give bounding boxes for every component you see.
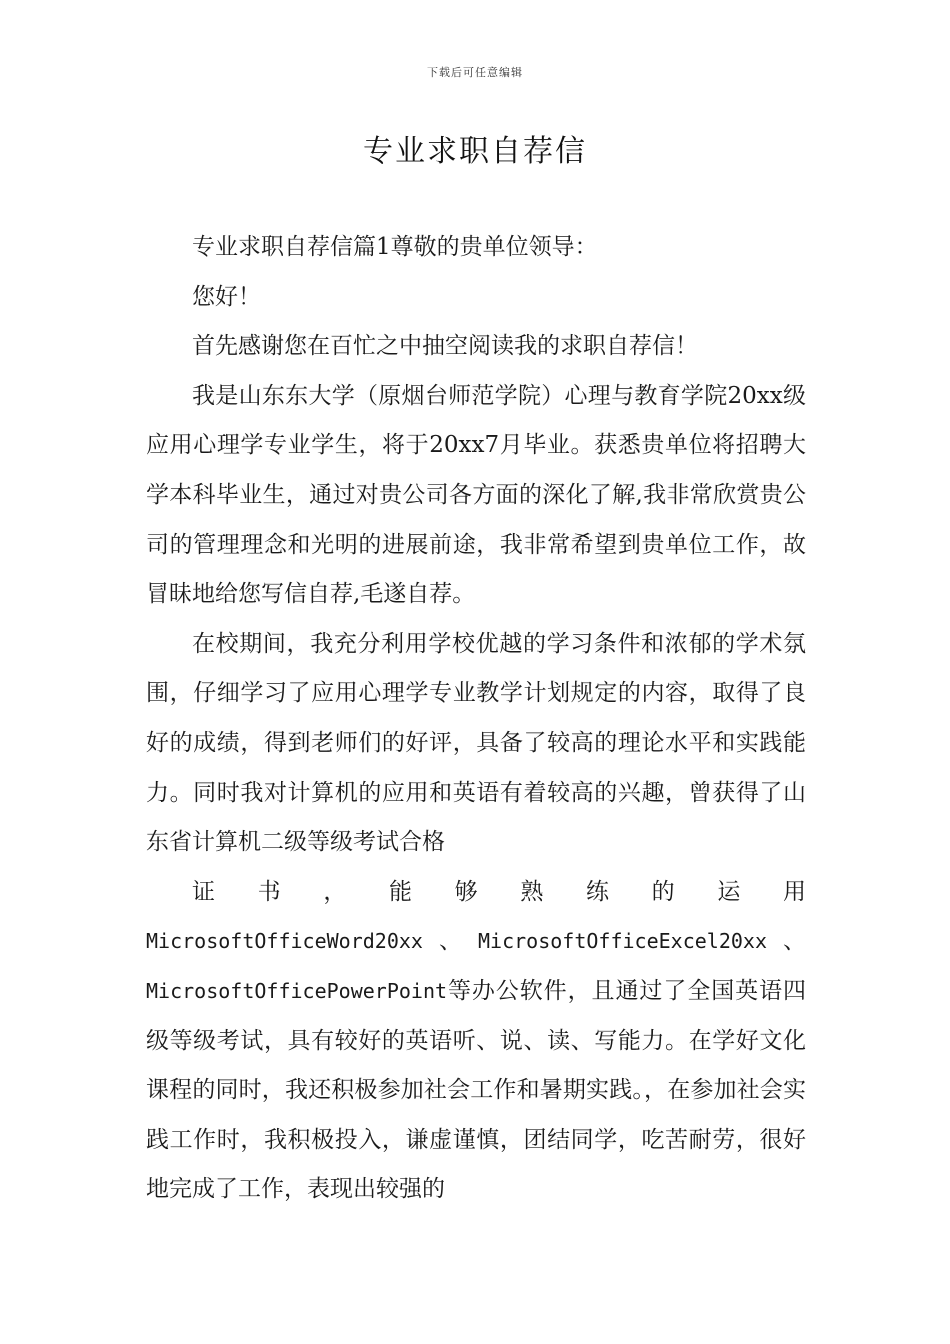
software-powerpoint: MicrosoftOfficePowerPoint	[146, 978, 448, 1003]
school-experience-text: 在校期间，我充分利用学校优越的学习条件和浓郁的学术氛围，仔细学习了应用心理学专业教学计划规定的内容，取得了良好的成绩，得到老师们的好评，具备了较高的理论水平和实践能力。同时我对计算机的应用和英语有着较高的兴趣，曾获得了山东省计算机二级等级考试合格	[146, 630, 806, 856]
page-header-note: 下载后可任意编辑	[427, 66, 523, 79]
paragraph-introduction: 我是山东东大学（原烟台师范学院）心理与教育学院20xx级应用心理学专业学生，将于20xx7月毕业。获悉贵单位将招聘大学本科毕业生，通过对贵公司各方面的深化了解,我非常欣赏贵公司的管理理念和光明的进展前途，我非常希望到贵单位工作，故冒昧地给您写信自荐,毛遂自荐。	[146, 382, 806, 608]
document-title: 专业求职自荐信	[363, 134, 587, 169]
spaced-line: 证 书 ， 能 够 熟 练 的 运 用	[192, 878, 806, 905]
letter-body	[146, 223, 806, 1215]
paragraph-greeting: 您好！	[192, 283, 261, 310]
paragraph-thanks: 首先感谢您在百忙之中抽空阅读我的求职自荐信！	[192, 333, 698, 360]
software-word: MicrosoftOfficeWord20xx	[146, 929, 423, 954]
paragraph-school-experience	[146, 620, 806, 1215]
separator-1: 、	[422, 928, 478, 955]
skills-text: 等办公软件，且通过了全国英语四级等级考试，具有较好的英语听、说、读、写能力。在学好文化课程的同时，我还积极参加社会工作和暑期实践。，在参加社会实践工作时，我积极投入，谦虚谨慎，团结同学，吃苦耐劳，很好地完成了工作，表现出较强的	[146, 977, 806, 1203]
paragraph-salutation: 专业求职自荐信篇1尊敬的贵单位领导：	[192, 234, 598, 260]
software-excel: MicrosoftOfficeExcel20xx	[478, 929, 767, 954]
separator-2: 、	[766, 928, 807, 955]
